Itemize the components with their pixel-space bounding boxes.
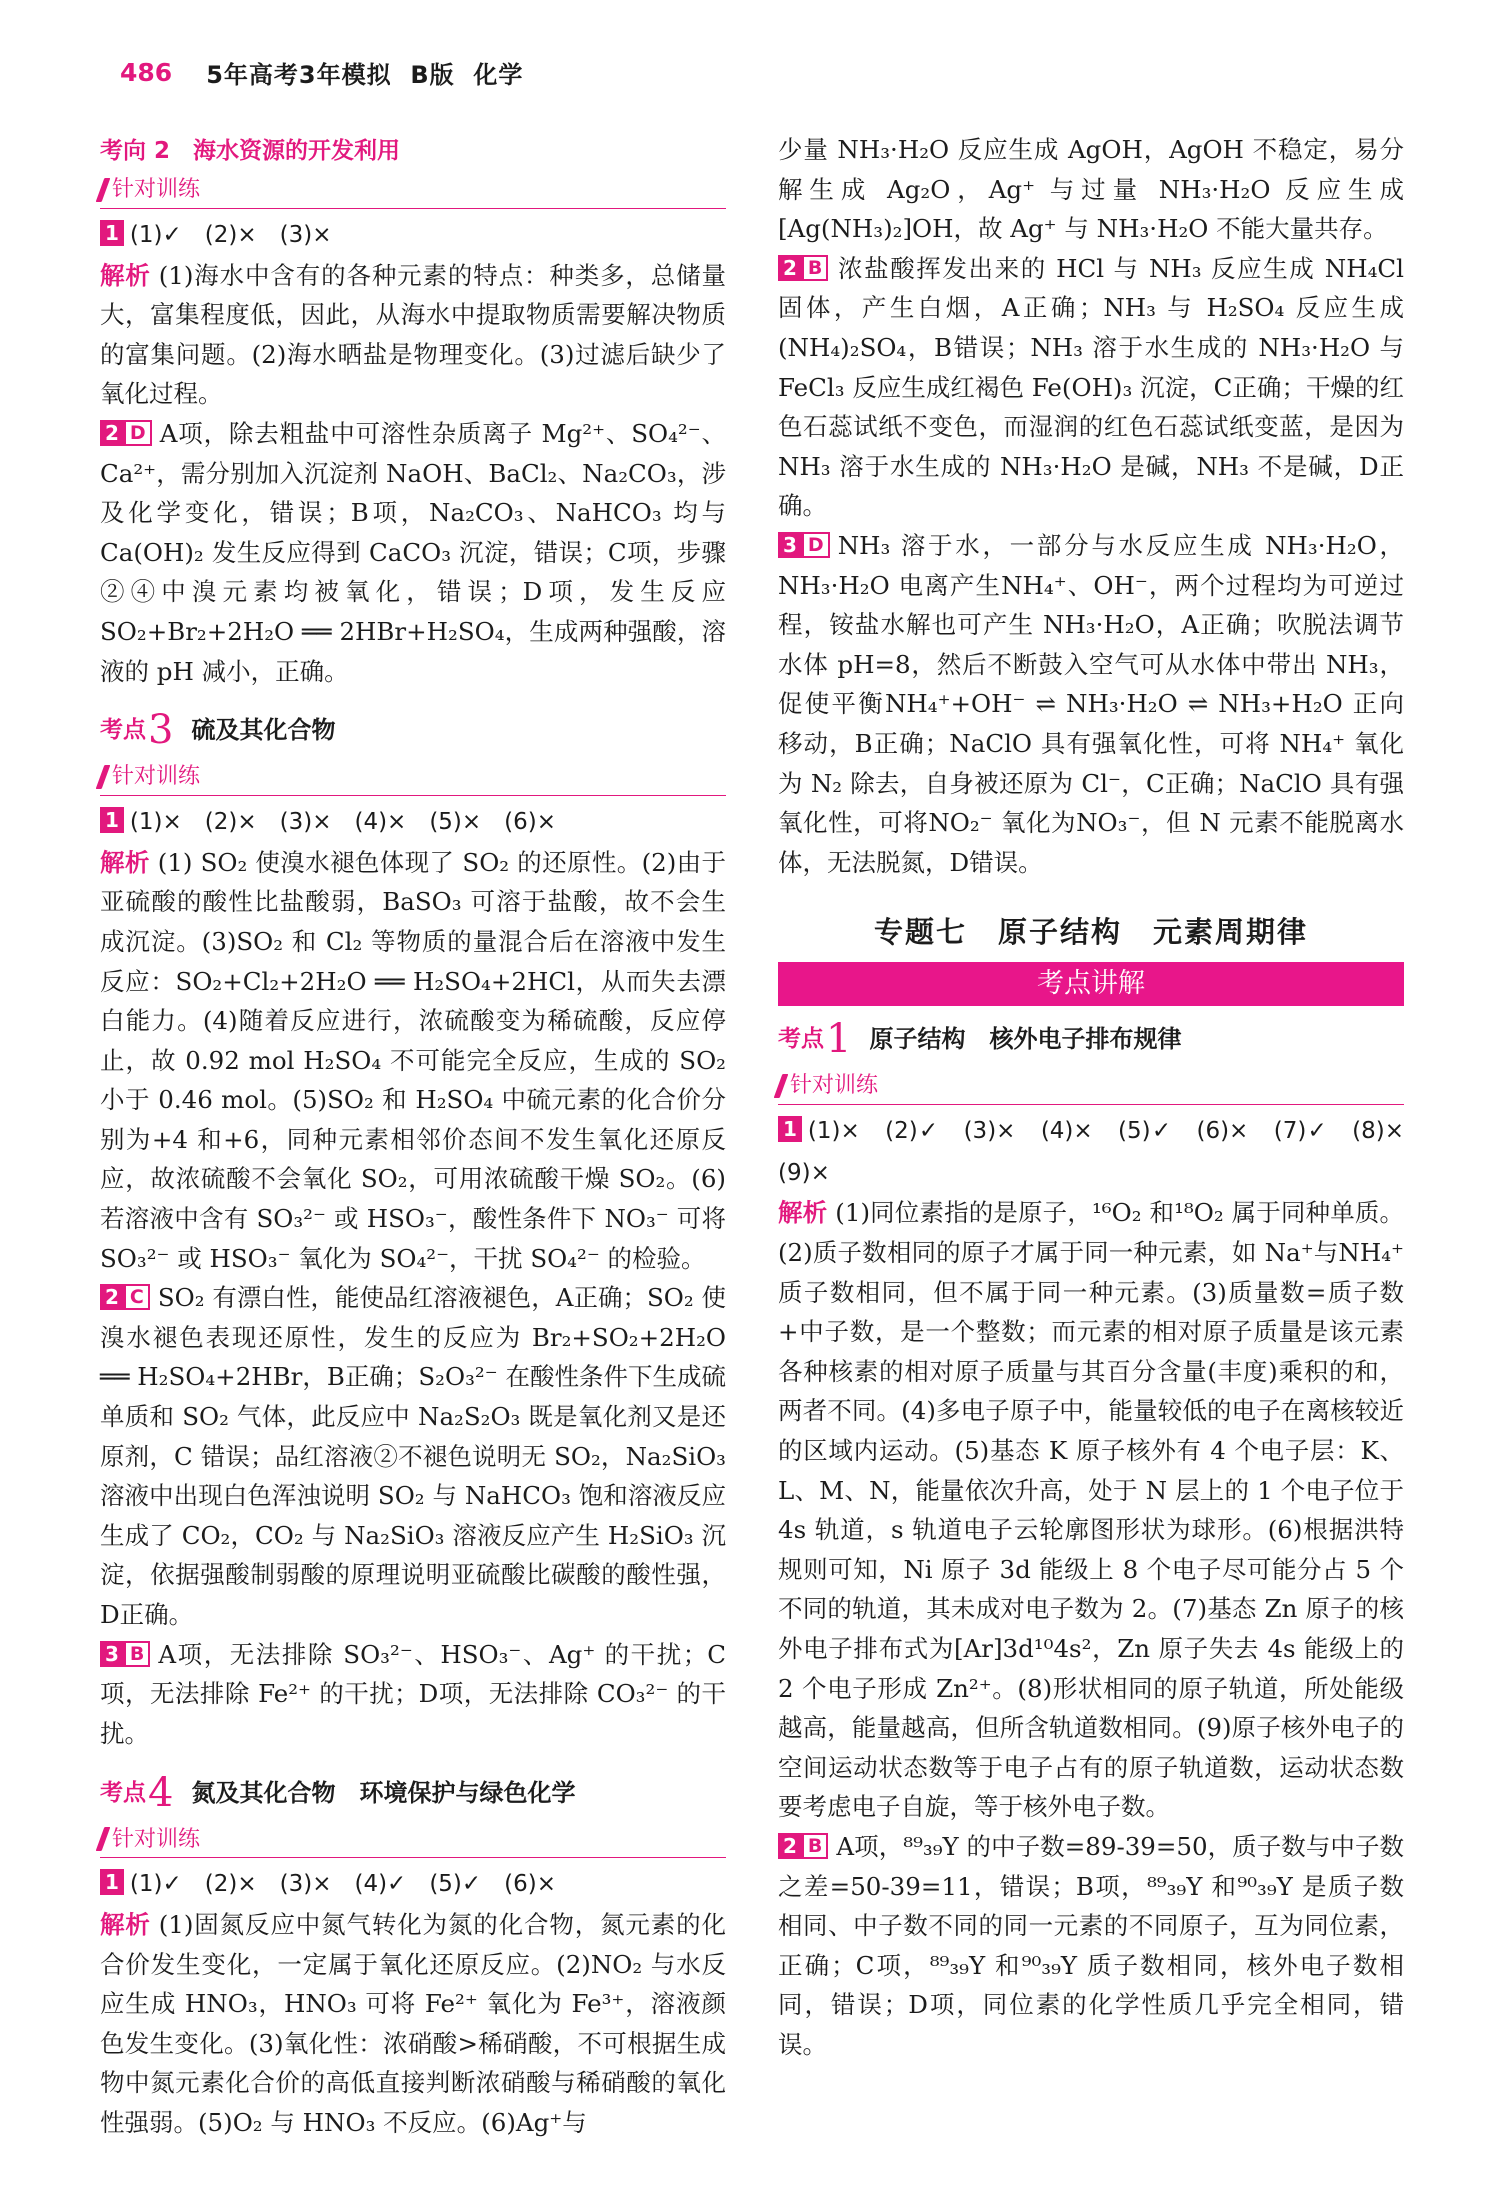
- answer-paragraph: 3 B A项，无法排除 SO₃²⁻、HSO₃⁻、Ag⁺ 的干扰；C项，无法排除 Fe²⁺ 的干扰；D项，无法排除 CO₃²⁻ 的干扰。: [100, 1639, 726, 1748]
- section-heading: 考点 1 原子结构 核外电子排布规律: [778, 1016, 1182, 1063]
- training-label: 针对训练: [100, 172, 726, 209]
- pencil-icon: [96, 178, 111, 202]
- trend-heading: 考向 2 海水资源的开发利用: [100, 138, 401, 165]
- page-header: [120, 50, 523, 94]
- pencil-icon: [96, 1827, 111, 1851]
- topic-title: 专题七 原子结构 元素周期律: [873, 915, 1308, 950]
- answer-line: 1 (1)✓ (2)× (3)× (4)✓ (5)✓ (6)×: [100, 1863, 726, 1905]
- analysis: 解析 (1)同位素指的是原子，¹⁶O₂ 和¹⁸O₂ 属于同种单质。(2)质子数相同的原子才属于同一种元素，如 Na⁺与NH₄⁺ 质子数相同，但不属于同一种元素。(3)质量数=质子数+中子数，是一个整数；而元素的相对原子质量是该元素各种核素的相对原子质量与其百分含量(丰度)乘积的和，两者不同。(4)多电子原子中，能量较低的电子在离核较近的区域内运动。(5)基态 K 原子核外有 4 个电子层：K、L、M、N，能量依次升高，处于 N 层上的 1 个电子位于 4s 轨道，s 轨道电子云轮廓图形状为球形。(6)根据洪特规则可知，Ni 原子 3d 能级上 8 个电子尽可能分占 5 个不同的轨道，其未成对电子数为 2。(7)基态 Zn 原子的核外电子排布式为[Ar]3d¹⁰4s²，Zn 原子失去 4s 能级上的 2 个电子形成 Zn²⁺。(8)形状相同的原子轨道，所处能级越高，能量越高，但所含轨道数相同。(9)原子核外电子的空间运动状态数等于电子占有的原子轨道数，运动状态数要考虑电子自旋，等于核外电子数。: [778, 1198, 1404, 1822]
- answer-line: 1 (1)✓ (2)× (3)×: [100, 214, 726, 256]
- analysis: 解析 (1)固氮反应中氮气转化为氮的化合物，氮元素的化合价发生变化，一定属于氧化还原反应。(2)NO₂ 与水反应生成 HNO₃，HNO₃ 可将 Fe²⁺ 氧化为 Fe³⁺，溶液颜色发生变化。(3)氧化性：浓硝酸>稀硝酸，不可根据生成物中氮元素化合价的高低直接判断浓硝酸与稀硝酸的氧化性强弱。(5)O₂ 与 HNO₃ 不反应。(6)Ag⁺与: [100, 1909, 727, 2137]
- answer-paragraph: 2 B 浓盐酸挥发出来的 HCl 与 NH₃ 反应生成 NH₄Cl 固体，产生白烟，A正确；NH₃ 与 H₂SO₄ 反应生成(NH₄)₂SO₄，B错误；NH₃ 溶于水生成的 NH₃·H₂O 与 FeCl₃ 反应生成红褐色 Fe(OH)₃ 沉淀，C正确；干燥的红色石蕊试纸不变色，而湿润的红色石蕊试纸变蓝，是因为 NH₃ 溶于水生成的 NH₃·H₂O 是碱，NH₃ 不是碱，D正确。: [778, 253, 1404, 521]
- left-column: [100, 132, 726, 2143]
- continued-paragraph: 少量 NH₃·H₂O 反应生成 AgOH，AgOH 不稳定，易分解生成 Ag₂O，Ag⁺ 与过量 NH₃·H₂O 反应生成[Ag(NH₃)₂]OH，故 Ag⁺ 与 NH₃·H₂O 不能大量共存。: [778, 135, 1404, 244]
- answer-paragraph: 2 C SO₂ 有漂白性，能使品红溶液褪色，A正确；SO₂ 使溴水褪色表现还原性，发生的反应为 Br₂+SO₂+2H₂O ══ H₂SO₄+2HBr，B正确；S₂O₃²⁻ 在酸性条件下生成硫单质和 SO₂ 气体，此反应中 Na₂S₂O₃ 既是氧化剂又是还原剂，C 错误；品红溶液②不褪色说明无 SO₂，Na₂SiO₃ 溶液中出现白色浑浊说明 SO₂ 与 NaHCO₃ 饱和溶液反应生成了 CO₂，CO₂ 与 Na₂SiO₃ 溶液反应产生 H₂SiO₃ 沉淀，依据强酸制弱酸的原理说明亚硫酸比碳酸的酸性强，D正确。: [100, 1283, 726, 1629]
- answer-line: 1 (1)× (2)× (3)× (4)× (5)× (6)×: [100, 801, 726, 843]
- section-heading: 考点 4 氮及其化合物 环境保护与绿色化学: [100, 1769, 576, 1816]
- question-number: 1: [100, 220, 124, 246]
- analysis: 解析 (1) SO₂ 使溴水褪色体现了 SO₂ 的还原性。(2)由于亚硫酸的酸性比盐酸弱，BaSO₃ 可溶于盐酸，故不会生成沉淀。(3)SO₂ 和 Cl₂ 等物质的量混合后在溶液中发生反应：SO₂+Cl₂+2H₂O ══ H₂SO₄+2HCl，从而失去漂白能力。(4)随着反应进行，浓硫酸变为稀硫酸，反应停止，故 0.92 mol H₂SO₄ 不可能完全反应，生成的 SO₂ 小于 0.46 mol。(5)SO₂ 和 H₂SO₄ 中硫元素的化合价分别为+4 和+6，同种元素相邻价态间不发生氧化还原反应，故浓硫酸不会氧化 SO₂，可用浓硫酸干燥 SO₂。(6)若溶液中含有 SO₃²⁻ 或 HSO₃⁻，酸性条件下 NO₃⁻ 可将 SO₃²⁻ 或 HSO₃⁻ 氧化为 SO₄²⁻，干扰 SO₄²⁻ 的检验。: [100, 847, 726, 1273]
- right-column: [778, 130, 1427, 2065]
- training-label: 针对训练: [100, 759, 726, 796]
- pencil-icon: [774, 1074, 789, 1098]
- section-heading: 考点 3 硫及其化合物: [100, 707, 336, 754]
- pencil-icon: [96, 765, 111, 789]
- training-label: 针对训练: [778, 1068, 1404, 1105]
- analysis: 解析 (1)海水中含有的各种元素的特点：种类多，总储量大，富集程度低，因此，从海水中提取物质需要解决物质的富集问题。(2)海水晒盐是物理变化。(3)过滤后缺少了氧化过程。: [100, 260, 727, 409]
- page-number: 486: [120, 57, 173, 87]
- answer-paragraph: 3 D NH₃ 溶于水，一部分与水反应生成 NH₃·H₂O，NH₃·H₂O 电离产生NH₄⁺、OH⁻，两个过程均为可逆过程，铵盐水解也可产生 NH₃·H₂O，A正确；吹脱法调节水体 pH=8，然后不断鼓入空气可从水体中带出 NH₃，促使平衡NH₄⁺+OH⁻ ⇌ NH₃·H₂O ⇌ NH₃+H₂O 正向移动，B正确；NaClO 具有强氧化性，可将 NH₄⁺ 氧化为 N₂ 除去，自身被还原为 Cl⁻，C正确；NaClO 具有强氧化性，可将NO₂⁻ 氧化为NO₃⁻，但 N 元素不能脱离水体，无法脱氮，D错误。: [778, 530, 1404, 877]
- section-banner: 考点讲解: [778, 962, 1404, 1006]
- book-title: 5年高考3年模拟 B版 化学: [206, 60, 524, 89]
- training-label: 针对训练: [100, 1821, 726, 1858]
- answer-paragraph: 2 B A项，⁸⁹₃₉Y 的中子数=89-39=50，质子数与中子数之差=50-39=11，错误；B项，⁸⁹₃₉Y 和⁹⁰₃₉Y 是质子数相同、中子数不同的同一元素的不同原子，互为同位素，正确；C项，⁸⁹₃₉Y 和⁹⁰₃₉Y 质子数相同，核外电子数相同，错误；D项，同位素的化学性质几乎完全相同，错误。: [778, 1831, 1404, 2059]
- answer-paragraph: 2 D A项，除去粗盐中可溶性杂质离子 Mg²⁺、SO₄²⁻、Ca²⁺，需分别加入沉淀剂 NaOH、BaCl₂、Na₂CO₃，涉及化学变化，错误；B项，Na₂CO₃、NaHCO₃ 均与 Ca(OH)₂ 发生反应得到 CaCO₃ 沉淀，错误；C项，步骤②④中溴元素均被氧化，错误；D项，发生反应 SO₂+Br₂+2H₂O ══ 2HBr+H₂SO₄，生成两种强酸，溶液的 pH 减小，正确。: [100, 418, 726, 686]
- answer-line: 1 (1)× (2)✓ (3)× (4)× (5)✓ (6)× (7)✓ (8)× (9)×: [778, 1117, 1427, 1186]
